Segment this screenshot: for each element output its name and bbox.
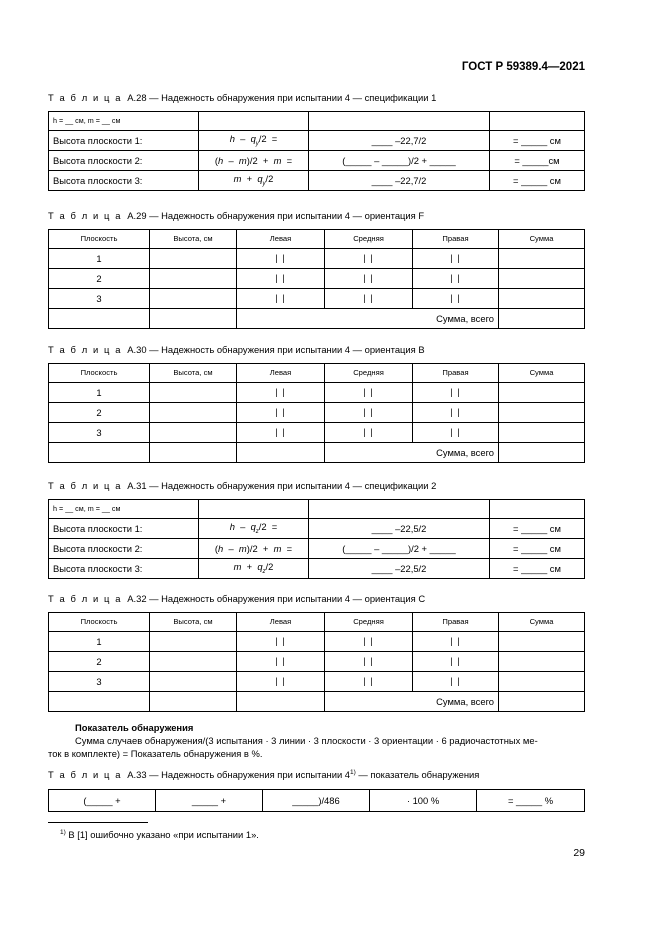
row-label: Высота плоскости 1: (49, 519, 199, 539)
calc-cell: (_____ – _____)/2 + _____ (309, 151, 490, 171)
tally-cell: | | (325, 403, 413, 423)
formula-cell: h – $q_z/2$ = (199, 519, 309, 539)
tally-cell: | | (413, 672, 499, 692)
formula-cell: _____)/486 (263, 790, 370, 812)
caption-text: А.30 — Надежность обнаружения при испытании 4 — ориентация B (127, 344, 425, 355)
tally-cell: | | (237, 289, 325, 309)
formula-cell: $m + q_y/2$ (199, 171, 309, 191)
formula-cell: (_____ + (49, 790, 156, 812)
document-code: ГОСТ Р 59389.4—2021 (461, 61, 585, 73)
tally-cell: | | (325, 249, 413, 269)
tally-cell: | | (413, 269, 499, 289)
plane-cell: 3 (49, 289, 150, 309)
col-header: Правая (413, 613, 499, 632)
footnote-divider (48, 822, 148, 823)
table-a31 (48, 499, 585, 579)
result-cell: = _____см (490, 151, 585, 171)
formula-cell: (h – m)/2 + m = (199, 151, 309, 171)
row-label: Высота плоскости 3: (49, 559, 199, 579)
footnote-text: В [1] ошибочно указано «при испытании 1». (65, 829, 259, 841)
calc-cell: ____ –22,5/2 (309, 519, 490, 539)
plane-cell: 3 (49, 423, 150, 443)
tally-cell: | | (325, 383, 413, 403)
table-a29 (48, 229, 585, 329)
head-cell: h = __ см, m = __ см (49, 112, 199, 131)
table-prefix: Т а б л и ц а (48, 480, 123, 491)
table-row (49, 423, 585, 443)
table-a29-caption (48, 210, 424, 221)
col-header: Средняя (325, 364, 413, 383)
col-header: Левая (237, 613, 325, 632)
tally-cell: | | (325, 672, 413, 692)
tally-cell: | | (413, 423, 499, 443)
tally-cell: | | (413, 652, 499, 672)
result-cell: = _____ см (490, 559, 585, 579)
indicator-text-2: ток в комплекте) = Показатель обнаружения в %. (48, 748, 263, 759)
page-number: 29 (573, 847, 585, 859)
table-prefix: Т а б л и ц а (48, 92, 123, 103)
col-header: Плоскость (49, 613, 150, 632)
table-a33-caption (48, 769, 479, 780)
table-a32 (48, 612, 585, 712)
calc-cell: ____ –22,7/2 (309, 171, 490, 191)
tally-cell: | | (237, 632, 325, 652)
table-row (49, 269, 585, 289)
formula-cell: · 100 % (370, 790, 477, 812)
tally-cell: | | (325, 289, 413, 309)
col-header: Высота, см (150, 230, 237, 249)
tally-cell: | | (325, 652, 413, 672)
row-label: Высота плоскости 3: (49, 171, 199, 191)
table-prefix: Т а б л и ц а (48, 593, 123, 604)
table-a28-caption (48, 92, 436, 103)
tally-cell: | | (237, 249, 325, 269)
tally-cell: | | (413, 289, 499, 309)
table-prefix: Т а б л и ц а (48, 210, 123, 221)
head-cell: h = __ см, m = __ см (49, 500, 199, 519)
plane-cell: 2 (49, 652, 150, 672)
table-a28 (48, 111, 585, 191)
table-row (49, 632, 585, 652)
row-label: Высота плоскости 1: (49, 131, 199, 151)
table-row (49, 383, 585, 403)
tally-cell: | | (237, 383, 325, 403)
calc-cell: ____ –22,7/2 (309, 131, 490, 151)
tally-cell: | | (413, 383, 499, 403)
table-row (49, 672, 585, 692)
col-header: Средняя (325, 613, 413, 632)
plane-cell: 1 (49, 632, 150, 652)
table-a30-caption (48, 344, 425, 355)
table-a32-caption (48, 593, 425, 604)
tally-cell: | | (325, 423, 413, 443)
formula-cell: = _____ % (477, 790, 585, 812)
row-label: Высота плоскости 2: (49, 539, 199, 559)
footnote-ref: 1) (350, 769, 356, 776)
tally-cell: | | (413, 632, 499, 652)
table-prefix: Т а б л и ц а (48, 344, 123, 355)
row-label: Высота плоскости 2: (49, 151, 199, 171)
caption-text: А.31 — Надежность обнаружения при испытании 4 — спецификации 2 (127, 480, 437, 491)
caption-text: А.29 — Надежность обнаружения при испытании 4 — ориентация F (127, 210, 425, 221)
result-cell: = _____ см (490, 131, 585, 151)
col-header: Высота, см (150, 613, 237, 632)
footnote (60, 829, 259, 840)
col-header: Левая (237, 230, 325, 249)
col-header: Плоскость (49, 364, 150, 383)
indicator-text-1: Сумма случаев обнаружения/(3 испытания · 3 линии · 3 плоскости · 3 ориентации · 6 радиочастотных ме- (75, 735, 538, 746)
caption-text-end: — показатель обнаружения (355, 769, 480, 781)
tally-cell: | | (325, 632, 413, 652)
formula-cell: (h – m)/2 + m = (199, 539, 309, 559)
caption-text: А.33 — Надежность обнаружения при испытании 4 (127, 769, 351, 781)
total-label: Сумма, всего (325, 692, 499, 712)
plane-cell: 2 (49, 269, 150, 289)
plane-cell: 1 (49, 249, 150, 269)
caption-text: А.32 — Надежность обнаружения при испытании 4 — ориентация C (127, 593, 426, 604)
table-row (49, 652, 585, 672)
tally-cell: | | (325, 269, 413, 289)
table-a33 (48, 789, 585, 812)
table-row (49, 289, 585, 309)
calc-cell: (_____ – _____)/2 + _____ (309, 539, 490, 559)
caption-text: А.28 — Надежность обнаружения при испытании 4 — спецификации 1 (127, 92, 437, 103)
indicator-title: Показатель обнаружения (75, 722, 194, 733)
tally-cell: | | (237, 672, 325, 692)
formula-cell: _____ + (156, 790, 263, 812)
col-header: Сумма (499, 613, 585, 632)
col-header: Сумма (499, 364, 585, 383)
formula-cell: $m + q_z/2$ (199, 559, 309, 579)
result-cell: = _____ см (490, 171, 585, 191)
col-header: Высота, см (150, 364, 237, 383)
table-a30 (48, 363, 585, 463)
tally-cell: | | (237, 652, 325, 672)
col-header: Левая (237, 364, 325, 383)
formula-cell: h – $q_y/2$ = (199, 131, 309, 151)
total-label: Сумма, всего (237, 309, 499, 329)
col-header: Плоскость (49, 230, 150, 249)
result-cell: = _____ см (490, 519, 585, 539)
col-header: Правая (413, 364, 499, 383)
tally-cell: | | (237, 423, 325, 443)
result-cell: = _____ см (490, 539, 585, 559)
tally-cell: | | (237, 403, 325, 423)
calc-cell: ____ –22,5/2 (309, 559, 490, 579)
col-header: Сумма (499, 230, 585, 249)
tally-cell: | | (413, 249, 499, 269)
col-header: Правая (413, 230, 499, 249)
plane-cell: 1 (49, 383, 150, 403)
plane-cell: 2 (49, 403, 150, 423)
table-row (49, 403, 585, 423)
table-row (49, 249, 585, 269)
plane-cell: 3 (49, 672, 150, 692)
table-prefix: Т а б л и ц а (48, 769, 123, 781)
total-label: Сумма, всего (325, 443, 499, 463)
col-header: Средняя (325, 230, 413, 249)
tally-cell: | | (237, 269, 325, 289)
tally-cell: | | (413, 403, 499, 423)
table-a31-caption (48, 480, 436, 491)
footnote-mark: 1) (60, 829, 66, 836)
